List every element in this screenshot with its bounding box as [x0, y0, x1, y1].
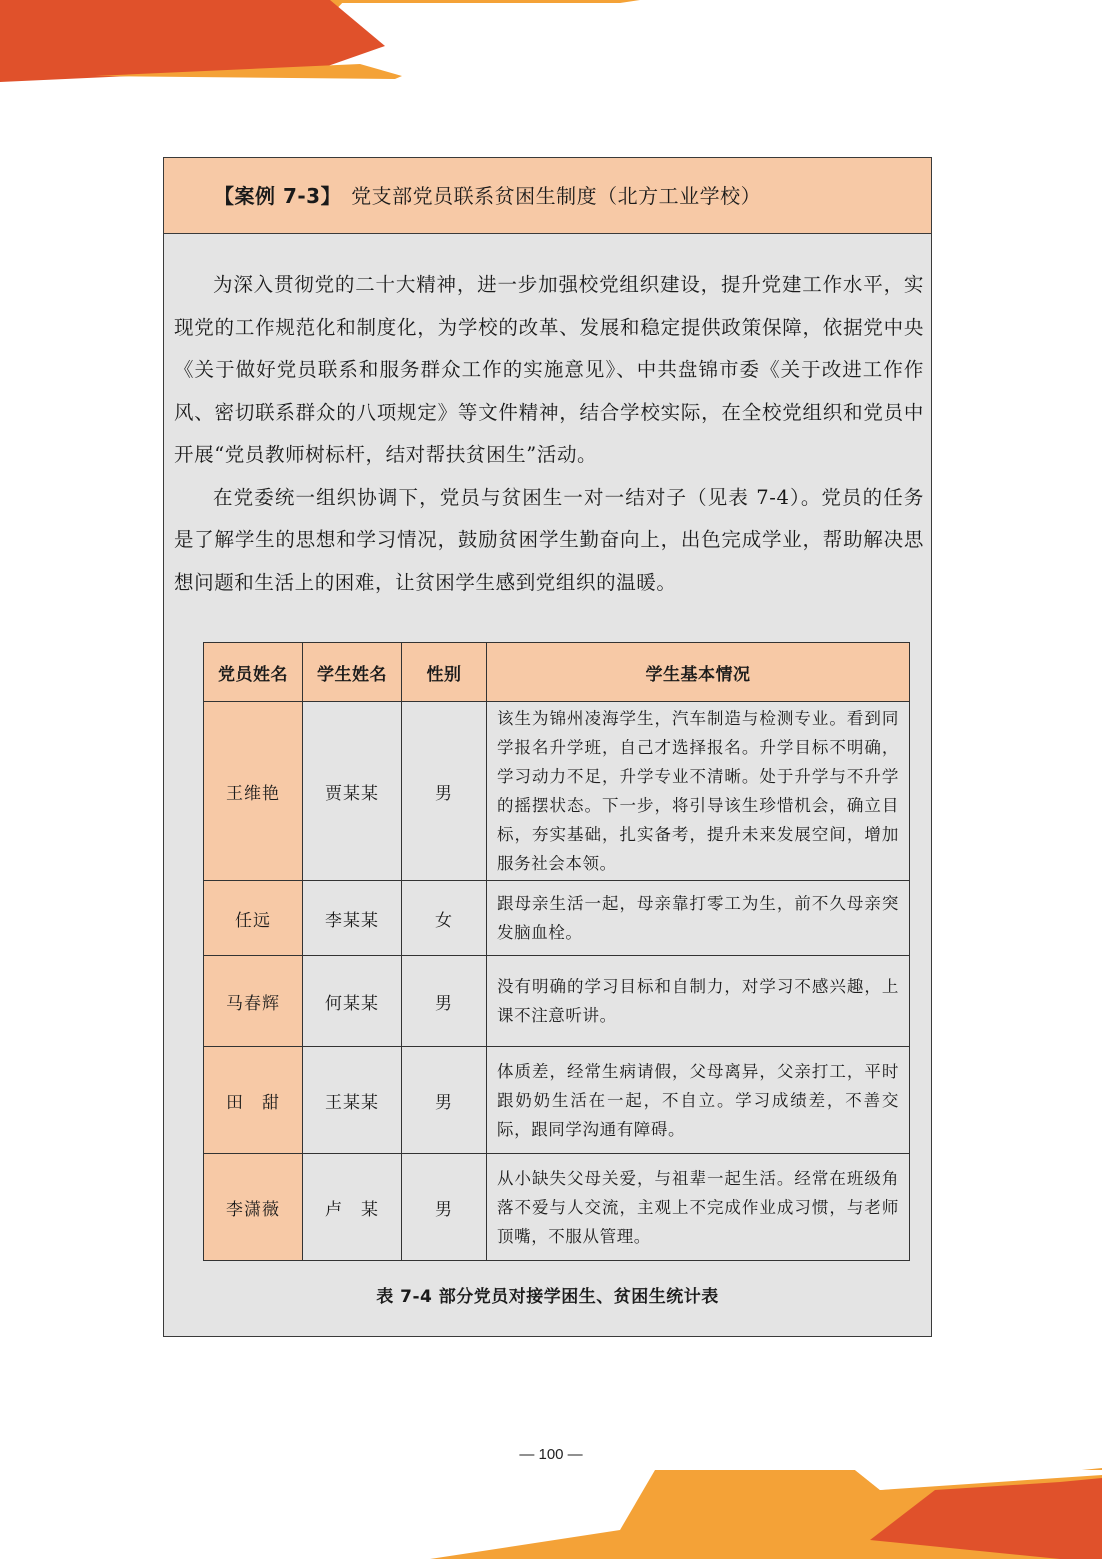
table-row [204, 881, 910, 956]
header-student-info: 学生基本情况 [487, 643, 910, 702]
member-name: 马春辉 [204, 956, 303, 1047]
case-title-text: 党支部党员联系贫困生制度（北方工业学校） [351, 184, 762, 208]
student-name: 何某某 [303, 956, 402, 1047]
member-name: 李潇薇 [204, 1154, 303, 1261]
student-name: 王某某 [303, 1047, 402, 1154]
student-gender: 男 [402, 1154, 487, 1261]
table-header-row [204, 643, 910, 702]
case-box [163, 157, 932, 1337]
table-row [204, 956, 910, 1047]
case-body [174, 264, 924, 604]
member-name: 田 甜 [204, 1047, 303, 1154]
student-info: 没有明确的学习目标和自制力，对学习不感兴趣，上课不注意听讲。 [487, 956, 910, 1047]
student-name: 卢 某 [303, 1154, 402, 1261]
member-name: 王维艳 [204, 702, 303, 881]
case-label: 【案例 7-3】 [214, 184, 342, 208]
header-student-name: 学生姓名 [303, 643, 402, 702]
paragraph: 在党委统一组织协调下，党员与贫困生一对一结对子（见表 7-4）。党员的任务是了解学生的思想和学习情况，鼓励贫困学生勤奋向上，出色完成学业，帮助解决思想问题和生活上的困难，让贫困学生感到党组织的温暖。 [174, 485, 924, 594]
table-row [204, 1154, 910, 1261]
table-row [204, 702, 910, 881]
table-row [204, 1047, 910, 1154]
student-gender: 女 [402, 881, 487, 956]
student-info: 从小缺失父母关爱，与祖辈一起生活。经常在班级角落不爱与人交流，主观上不完成作业成习惯，与老师顶嘴，不服从管理。 [487, 1154, 910, 1261]
student-gender: 男 [402, 956, 487, 1047]
stats-table [203, 642, 910, 1261]
case-header [164, 158, 931, 234]
student-info: 跟母亲生活一起，母亲靠打零工为生，前不久母亲突发脑血栓。 [487, 881, 910, 956]
header-gender: 性别 [402, 643, 487, 702]
case-title [214, 158, 761, 234]
student-name: 李某某 [303, 881, 402, 956]
student-gender: 男 [402, 702, 487, 881]
table-caption: 表 7-4 部分党员对接学困生、贫困生统计表 [376, 1287, 719, 1307]
student-gender: 男 [402, 1047, 487, 1154]
member-name: 任远 [204, 881, 303, 956]
paragraph: 为深入贯彻党的二十大精神，进一步加强校党组织建设，提升党建工作水平，实现党的工作规范化和制度化，为学校的改革、发展和稳定提供政策保障，依据党中央《关于做好党员联系和服务群众工作的实施意见》、中共盘锦市委《关于改进工作作风、密切联系群众的八项规定》等文件精神，结合学校实际，在全校党组织和党员中开展“党员教师树标杆，结对帮扶贫困生”活动。 [174, 273, 924, 466]
header-member-name: 党员姓名 [204, 643, 303, 702]
student-info: 该生为锦州凌海学生，汽车制造与检测专业。看到同学报名升学班，自己才选择报名。升学目标不明确，学习动力不足，升学专业不清晰。处于升学与不升学的摇摆状态。下一步，将引导该生珍惜机会，确立目标，夯实基础，扎实备考，提升未来发展空间，增加服务社会本领。 [487, 702, 910, 881]
student-info: 体质差，经常生病请假，父母离异，父亲打工，平时跟奶奶生活在一起，不自立。学习成绩差，不善交际，跟同学沟通有障碍。 [487, 1047, 910, 1154]
student-name: 贾某某 [303, 702, 402, 881]
page-number: — 100 — [519, 1446, 583, 1463]
